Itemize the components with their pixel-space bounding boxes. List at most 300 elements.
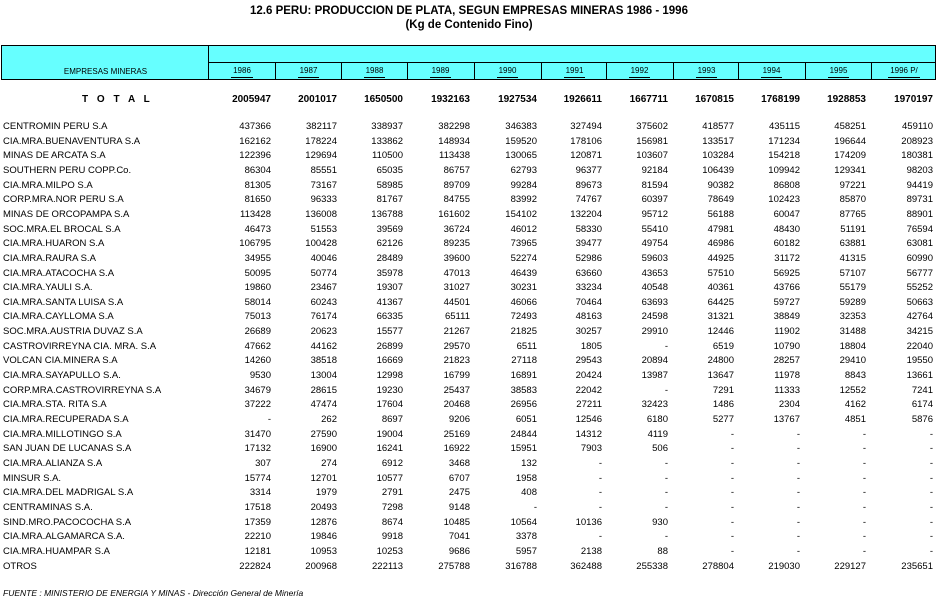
- cell-value: 48163: [575, 311, 602, 323]
- cell-value: 102423: [768, 194, 800, 206]
- cell-value: 97221: [839, 179, 866, 191]
- cell-value: 36724: [443, 223, 470, 235]
- cell-value: 89709: [443, 179, 470, 191]
- company-name: CIA.MRA.MILLOTINGO S.A: [3, 428, 122, 440]
- cell-value: 96377: [575, 164, 602, 176]
- cell-value: 11902: [774, 326, 800, 338]
- table-row: [0, 546, 938, 560]
- total-value: 1768199: [761, 94, 800, 105]
- table-row: [0, 385, 938, 399]
- cell-value: 4162: [844, 399, 866, 411]
- cell-value: -: [862, 457, 866, 469]
- cell-value: 60047: [773, 208, 800, 220]
- cell-value: -: [730, 516, 734, 528]
- cell-value: 13647: [707, 370, 734, 382]
- cell-value: 274: [321, 457, 337, 469]
- cell-value: 17604: [376, 399, 403, 411]
- cell-value: 13987: [641, 370, 668, 382]
- cell-value: 219030: [768, 560, 800, 572]
- cell-value: 21823: [443, 355, 470, 367]
- cell-value: 174209: [834, 150, 866, 162]
- table-row: [0, 194, 938, 208]
- cell-value: 17518: [244, 501, 271, 513]
- cell-value: 17359: [244, 516, 271, 528]
- table-row: [0, 473, 938, 487]
- cell-value: -: [730, 472, 734, 484]
- cell-value: 9530: [249, 370, 271, 382]
- cell-value: 14260: [244, 355, 271, 367]
- cell-value: -: [664, 384, 668, 396]
- company-name: CORP.MRA.CASTROVIRREYNA S.A: [3, 384, 162, 396]
- company-name: CIA.MRA.CAYLLOMA S.A: [3, 311, 114, 323]
- table-row: [0, 268, 938, 282]
- total-value: 2005947: [232, 94, 271, 105]
- cell-value: 11333: [774, 384, 800, 396]
- cell-value: 22210: [244, 531, 271, 543]
- total-value: 1970197: [894, 94, 933, 105]
- cell-value: 44501: [443, 296, 470, 308]
- table-row: [0, 224, 938, 238]
- cell-value: 28615: [310, 384, 337, 396]
- cell-value: 30257: [575, 326, 602, 338]
- cell-value: 6912: [381, 457, 403, 469]
- cell-value: 63693: [641, 296, 668, 308]
- company-name: CIA.MRA.RAURA S.A: [3, 252, 96, 264]
- table-row: [0, 502, 938, 516]
- total-value: 1932163: [431, 94, 470, 105]
- cell-value: 458251: [834, 121, 866, 132]
- cell-value: 86808: [773, 179, 800, 191]
- cell-value: 12701: [310, 472, 337, 484]
- page-subtitle: (Kg de Contenido Fino): [405, 19, 533, 31]
- cell-value: 89235: [443, 238, 470, 250]
- cell-value: 13767: [773, 414, 800, 425]
- cell-value: 106439: [702, 164, 734, 176]
- cell-value: 5876: [911, 414, 933, 425]
- cell-value: -: [730, 531, 734, 543]
- year-header-5: [541, 63, 607, 79]
- table-row: [0, 443, 938, 457]
- cell-value: 20894: [641, 355, 668, 367]
- table-row: [0, 150, 938, 164]
- cell-value: -: [664, 472, 668, 484]
- company-name: CIA.MRA.DEL MADRIGAL S.A: [3, 487, 134, 499]
- cell-value: 229127: [834, 560, 866, 572]
- cell-value: 65111: [444, 311, 470, 323]
- company-name: CIA.MRA.HUARON S.A: [3, 238, 105, 250]
- year-header-1: [275, 63, 341, 79]
- cell-value: 6519: [712, 340, 734, 352]
- cell-value: 19846: [310, 531, 337, 543]
- cell-value: 56777: [906, 267, 933, 279]
- cell-value: 100428: [305, 238, 337, 250]
- cell-value: 262: [321, 414, 337, 425]
- cell-value: 21267: [443, 326, 470, 338]
- cell-value: 27118: [511, 355, 537, 367]
- cell-value: 9148: [448, 501, 470, 513]
- table-row: [0, 121, 938, 135]
- cell-value: 90382: [707, 179, 734, 191]
- cell-value: 113438: [439, 150, 470, 162]
- cell-value: 86304: [244, 164, 271, 176]
- company-name: SAN JUAN DE LUCANAS S.A: [3, 443, 132, 455]
- cell-value: -: [664, 457, 668, 469]
- cell-value: 6511: [516, 340, 537, 352]
- cell-value: 81767: [376, 194, 403, 206]
- cell-value: 39569: [376, 223, 403, 235]
- cell-value: 7298: [381, 501, 403, 513]
- cell-value: 506: [652, 443, 668, 455]
- cell-value: 130065: [505, 150, 537, 162]
- cell-value: 6707: [448, 472, 470, 484]
- cell-value: 8674: [381, 516, 403, 528]
- cell-value: 132: [521, 457, 537, 469]
- cell-value: 56188: [707, 208, 734, 220]
- cell-value: 148934: [438, 135, 470, 147]
- cell-value: -: [929, 531, 933, 543]
- year-label: 1988: [364, 65, 386, 78]
- year-label: 1994: [761, 65, 783, 78]
- cell-value: 29410: [839, 355, 866, 367]
- cell-value: 26956: [510, 399, 537, 411]
- company-name: VOLCAN CIA.MINERA S.A: [3, 355, 118, 367]
- cell-value: -: [796, 501, 800, 513]
- cell-value: 196644: [834, 135, 866, 147]
- cell-value: 63081: [906, 238, 933, 250]
- cell-value: 16669: [376, 355, 403, 367]
- table-row: [0, 355, 938, 369]
- cell-value: 2475: [448, 487, 470, 499]
- cell-value: 7903: [580, 443, 602, 455]
- cell-value: -: [730, 443, 734, 455]
- cell-value: 81305: [244, 179, 271, 191]
- cell-value: 5277: [712, 414, 734, 425]
- cell-value: 89731: [906, 194, 933, 206]
- cell-value: 9206: [448, 414, 470, 425]
- company-name: SIND.MRO.PACOCOCHA S.A: [3, 516, 132, 528]
- year-header-9: [805, 63, 871, 79]
- cell-value: 43766: [773, 282, 800, 294]
- cell-value: 50663: [906, 296, 933, 308]
- cell-value: 136008: [305, 208, 337, 220]
- cell-value: 70464: [575, 296, 602, 308]
- cell-value: 9686: [448, 545, 470, 557]
- cell-value: 4851: [844, 414, 866, 425]
- cell-value: 2138: [580, 545, 602, 557]
- year-label: 1991: [564, 65, 586, 78]
- cell-value: 435115: [769, 121, 800, 132]
- cell-value: 15951: [510, 443, 537, 455]
- cell-value: 74767: [575, 194, 602, 206]
- cell-value: -: [929, 428, 933, 440]
- cell-value: 37222: [244, 399, 271, 411]
- company-name: CIA.MRA.SANTA LUISA S.A: [3, 296, 124, 308]
- cell-value: 72493: [510, 311, 537, 323]
- year-label: 1995: [828, 65, 850, 78]
- total-value: 1927534: [498, 94, 537, 105]
- cell-value: 50095: [244, 267, 271, 279]
- table-row: [0, 311, 938, 325]
- cell-value: 31027: [443, 282, 470, 294]
- cell-value: -: [929, 457, 933, 469]
- table-row: [0, 326, 938, 340]
- year-label: 1990: [497, 65, 519, 78]
- cell-value: -: [730, 501, 734, 513]
- cell-value: -: [664, 340, 668, 352]
- cell-value: 85551: [310, 164, 337, 176]
- cell-value: 34955: [244, 252, 271, 264]
- cell-value: -: [929, 487, 933, 499]
- cell-value: -: [862, 472, 866, 484]
- table-header: [1, 45, 936, 80]
- cell-value: -: [730, 545, 734, 557]
- cell-value: 10253: [376, 545, 403, 557]
- cell-value: 58330: [575, 223, 602, 235]
- cell-value: 162162: [239, 135, 271, 147]
- cell-value: 22042: [575, 384, 602, 396]
- cell-value: 10953: [310, 545, 337, 557]
- cell-value: 19004: [376, 428, 403, 440]
- year-label: 1992: [629, 65, 651, 78]
- cell-value: 50774: [310, 267, 337, 279]
- cell-value: 99284: [510, 179, 537, 191]
- cell-value: 16922: [443, 443, 470, 455]
- company-name: SOC.MRA.AUSTRIA DUVAZ S.A: [3, 326, 143, 338]
- cell-value: 87765: [839, 208, 866, 220]
- cell-value: 408: [521, 487, 537, 499]
- table-row: [0, 253, 938, 267]
- cell-value: 20623: [310, 326, 337, 338]
- cell-value: 63881: [839, 238, 866, 250]
- cell-value: 8697: [381, 414, 403, 425]
- cell-value: -: [730, 487, 734, 499]
- cell-value: 3468: [448, 457, 470, 469]
- table-row: [0, 414, 938, 428]
- cell-value: 38518: [310, 355, 337, 367]
- cell-value: 86757: [443, 164, 470, 176]
- cell-value: 20468: [443, 399, 470, 411]
- year-header-0: [209, 63, 275, 79]
- cell-value: 9918: [381, 531, 403, 543]
- cell-value: 103607: [636, 150, 668, 162]
- cell-value: 154218: [768, 150, 800, 162]
- cell-value: 3314: [249, 487, 271, 499]
- cell-value: 66335: [376, 311, 403, 323]
- cell-value: 76174: [310, 311, 337, 323]
- cell-value: 316788: [505, 560, 537, 572]
- total-value: 1650500: [364, 94, 403, 105]
- cell-value: -: [664, 487, 668, 499]
- table-row: [0, 561, 938, 575]
- cell-value: 41315: [839, 252, 866, 264]
- cell-value: 22040: [906, 340, 933, 352]
- cell-value: 6051: [515, 414, 537, 425]
- cell-value: 338937: [371, 121, 403, 132]
- cell-value: 35978: [376, 267, 403, 279]
- header-company-cell: [2, 46, 209, 79]
- table-row: [0, 180, 938, 194]
- company-name: CIA.MRA.ALGAMARCA S.A.: [3, 531, 125, 543]
- cell-value: 19230: [376, 384, 403, 396]
- cell-value: 46012: [510, 223, 537, 235]
- cell-value: 25437: [443, 384, 470, 396]
- page-title: 12.6 PERU: PRODUCCION DE PLATA, SEGUN EMPRESAS MINERAS 1986 - 1996: [250, 5, 688, 17]
- cell-value: -: [598, 472, 602, 484]
- cell-value: 44162: [310, 340, 337, 352]
- cell-value: 235651: [901, 560, 933, 572]
- company-name: CENTROMIN PERU S.A: [3, 121, 108, 132]
- cell-value: -: [796, 472, 800, 484]
- cell-value: 39600: [443, 252, 470, 264]
- cell-value: 55252: [906, 282, 933, 294]
- cell-value: 30231: [510, 282, 537, 294]
- cell-value: 34215: [906, 326, 933, 338]
- cell-value: -: [796, 457, 800, 469]
- company-name: CIA.MRA.STA. RITA S.A: [3, 399, 107, 411]
- table-row: [0, 531, 938, 545]
- cell-value: 57107: [839, 267, 866, 279]
- cell-value: 17132: [244, 443, 271, 455]
- cell-value: 275788: [438, 560, 470, 572]
- cell-value: 84755: [443, 194, 470, 206]
- cell-value: -: [796, 428, 800, 440]
- cell-value: 200968: [305, 560, 337, 572]
- cell-value: 24844: [510, 428, 537, 440]
- cell-value: 62793: [510, 164, 537, 176]
- cell-value: 16799: [443, 370, 470, 382]
- cell-value: -: [929, 443, 933, 455]
- cell-value: 382298: [438, 121, 470, 132]
- cell-value: 27211: [576, 399, 602, 411]
- cell-value: 46473: [244, 223, 271, 235]
- header-company-label: EMPRESAS MINERAS: [63, 67, 148, 76]
- table-row: [0, 399, 938, 413]
- cell-value: 346383: [505, 121, 537, 132]
- company-name: CENTRAMINAS S.A.: [3, 501, 93, 513]
- cell-value: 178224: [305, 135, 337, 147]
- cell-value: 58985: [376, 179, 403, 191]
- cell-value: 31488: [839, 326, 866, 338]
- cell-value: 18804: [839, 340, 866, 352]
- cell-value: 327494: [570, 121, 602, 132]
- table-row: [0, 429, 938, 443]
- cell-value: 64425: [707, 296, 734, 308]
- cell-value: -: [796, 487, 800, 499]
- cell-value: 161602: [438, 208, 470, 220]
- cell-value: 47474: [310, 399, 337, 411]
- total-value: 1926611: [563, 94, 602, 105]
- company-name: SOC.MRA.EL BROCAL S.A: [3, 223, 121, 235]
- cell-value: 10790: [773, 340, 800, 352]
- cell-value: -: [796, 443, 800, 455]
- cell-value: 31470: [244, 428, 271, 440]
- cell-value: 96333: [310, 194, 337, 206]
- cell-value: 88: [657, 545, 668, 557]
- company-name: SOUTHERN PERU COPP.Co.: [3, 164, 132, 176]
- table-row: [0, 282, 938, 296]
- cell-value: 278804: [702, 560, 734, 572]
- cell-value: 19550: [906, 355, 933, 367]
- cell-value: 159520: [505, 135, 537, 147]
- cell-value: 25169: [443, 428, 470, 440]
- cell-value: 20493: [310, 501, 337, 513]
- cell-value: 75013: [244, 311, 271, 323]
- cell-value: 34679: [244, 384, 271, 396]
- source-footnote: FUENTE : MINISTERIO DE ENERGIA Y MINAS - Dirección General de Minería: [3, 588, 304, 598]
- total-value: 1670815: [695, 94, 734, 105]
- cell-value: 60990: [906, 252, 933, 264]
- cell-value: -: [598, 501, 602, 513]
- cell-value: 11978: [774, 370, 800, 382]
- cell-value: 8843: [844, 370, 866, 382]
- cell-value: 58014: [244, 296, 271, 308]
- company-name: CIA.MRA.ALIANZA S.A: [3, 457, 103, 469]
- cell-value: 129341: [834, 164, 866, 176]
- cell-value: 83992: [510, 194, 537, 206]
- cell-value: 73167: [310, 179, 337, 191]
- year-header-10: [871, 63, 936, 79]
- cell-value: 23467: [310, 282, 337, 294]
- table-row: [0, 297, 938, 311]
- cell-value: -: [862, 545, 866, 557]
- cell-value: 6180: [646, 414, 668, 425]
- cell-value: 59727: [773, 296, 800, 308]
- cell-value: 62126: [376, 238, 403, 250]
- cell-value: -: [730, 457, 734, 469]
- cell-value: 40361: [707, 282, 734, 294]
- cell-value: 16241: [376, 443, 403, 455]
- cell-value: 12446: [707, 326, 734, 338]
- cell-value: 13661: [906, 370, 933, 382]
- cell-value: 12998: [376, 370, 403, 382]
- cell-value: 60243: [310, 296, 337, 308]
- cell-value: 27590: [310, 428, 337, 440]
- cell-value: 459110: [902, 121, 933, 132]
- cell-value: 55179: [839, 282, 866, 294]
- cell-value: 26899: [376, 340, 403, 352]
- cell-value: -: [796, 531, 800, 543]
- cell-value: 48430: [773, 223, 800, 235]
- table-row: [0, 209, 938, 223]
- cell-value: 4119: [647, 428, 668, 440]
- table-row: [0, 136, 938, 150]
- cell-value: 41367: [376, 296, 403, 308]
- cell-value: 73965: [510, 238, 537, 250]
- cell-value: -: [862, 487, 866, 499]
- cell-value: 255338: [636, 560, 668, 572]
- cell-value: 29570: [443, 340, 470, 352]
- cell-value: 33234: [575, 282, 602, 294]
- cell-value: 154102: [505, 208, 537, 220]
- cell-value: 3378: [515, 531, 537, 543]
- cell-value: 136788: [371, 208, 403, 220]
- table-row: [0, 487, 938, 501]
- cell-value: 7241: [911, 384, 933, 396]
- table-row: [0, 458, 938, 472]
- cell-value: 43653: [641, 267, 668, 279]
- cell-value: 60397: [641, 194, 668, 206]
- cell-value: 12552: [839, 384, 866, 396]
- company-name: CIA.MRA.BUENAVENTURA S.A: [3, 135, 141, 147]
- cell-value: -: [730, 428, 734, 440]
- company-name: CIA.MRA.RECUPERADA S.A: [3, 414, 129, 425]
- cell-value: 92184: [641, 164, 668, 176]
- year-label: 1987: [298, 65, 320, 78]
- cell-value: 49754: [641, 238, 668, 250]
- cell-value: 31321: [707, 311, 734, 323]
- cell-value: 39477: [575, 238, 602, 250]
- cell-value: 19860: [244, 282, 271, 294]
